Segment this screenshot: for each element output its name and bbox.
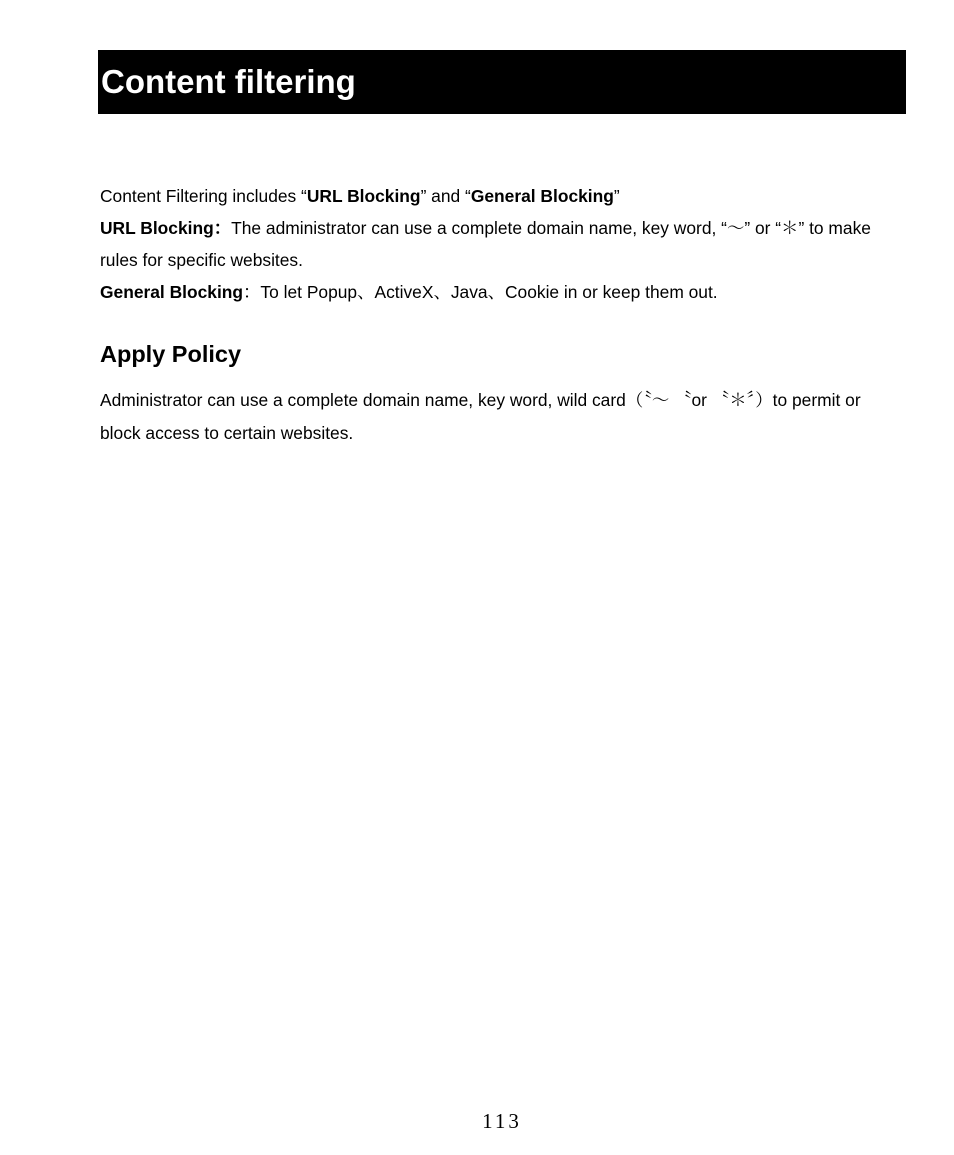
url-blocking-paragraph bbox=[100, 212, 906, 276]
general-blocking-label: General Blocking bbox=[100, 282, 244, 302]
apply-policy-text: Administrator can use a complete domain name, key word, wild card（〝～ 〝or 〝＊〞）to permit or block access to certain websites. bbox=[100, 390, 861, 443]
apply-policy-heading: Apply Policy bbox=[100, 341, 242, 367]
intro-middle: ” and “ bbox=[420, 186, 471, 206]
title-bar bbox=[98, 50, 906, 114]
url-blocking-label: URL Blocking： bbox=[100, 218, 232, 238]
page-number: 113 bbox=[482, 1109, 522, 1133]
url-blocking-description: The administrator can use a complete domain name, key word, “～” or “＊” to make rules for specific websites. bbox=[100, 218, 871, 270]
intro-prefix: Content Filtering includes “ bbox=[100, 186, 307, 206]
intro-suffix: ” bbox=[613, 186, 620, 206]
url-blocking-term: URL Blocking bbox=[306, 186, 421, 206]
general-blocking-term: General Blocking bbox=[470, 186, 614, 206]
page-title: Content filtering bbox=[101, 63, 356, 100]
general-blocking-paragraph bbox=[100, 276, 906, 308]
intro-line bbox=[100, 180, 906, 212]
general-blocking-description: ：To let Popup、ActiveX、Java、Cookie in or keep them out. bbox=[243, 282, 718, 302]
intro-section bbox=[100, 180, 906, 308]
